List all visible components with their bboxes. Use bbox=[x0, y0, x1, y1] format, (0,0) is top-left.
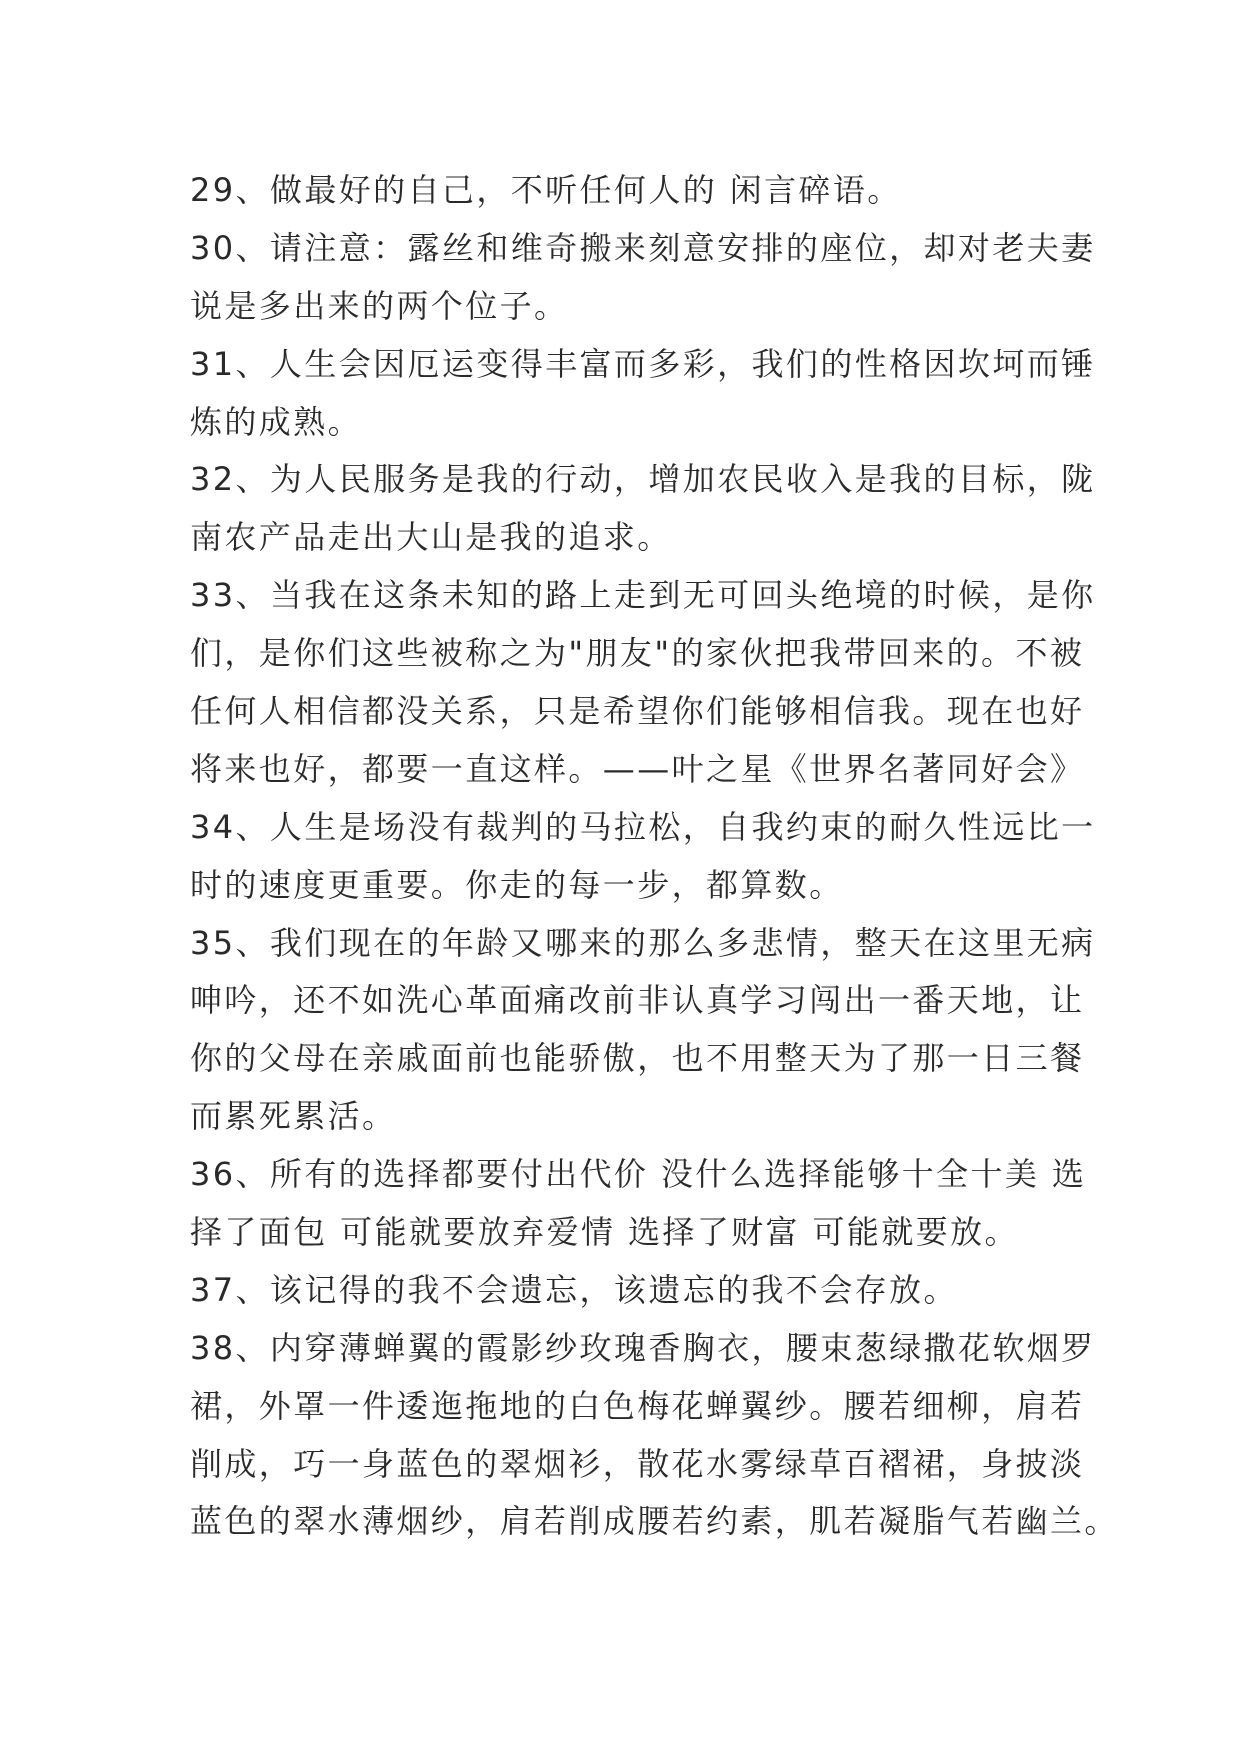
text-line: 说是多出来的两个位子。 bbox=[190, 286, 569, 325]
text-line: 时的速度更重要。你走的每一步，都算数。 bbox=[190, 865, 844, 904]
text-line: 削成，巧一身蓝色的翠烟衫，散花水雾绿草百褶裙，身披淡 bbox=[190, 1444, 1085, 1483]
text-line: 36、所有的选择都要付出代价 没什么选择能够十全十美 选 bbox=[190, 1155, 1087, 1194]
text-line: 33、当我在这条未知的路上走到无可回头绝境的时候，是你 bbox=[190, 576, 1096, 615]
text-line: 37、该记得的我不会遗忘，该遗忘的我不会存放。 bbox=[190, 1270, 958, 1309]
text-line: 31、人生会因厄运变得丰富而多彩，我们的性格因坎坷而锤 bbox=[190, 344, 1096, 383]
text-line: 蓝色的翠水薄烟纱，肩若削成腰若约素，肌若凝脂气若幽兰。 bbox=[190, 1502, 1119, 1541]
text-line: 34、人生是场没有裁判的马拉松，自我约束的耐久性远比一 bbox=[190, 807, 1096, 846]
text-line: 35、我们现在的年龄又哪来的那么多悲情，整天在这里无病 bbox=[190, 923, 1096, 962]
text-line: 呻吟，还不如洗心革面痛改前非认真学习闯出一番天地，让 bbox=[190, 981, 1085, 1020]
text-line: 任何人相信都没关系，只是希望你们能够相信我。现在也好 bbox=[190, 692, 1085, 731]
document-body bbox=[190, 162, 1119, 1551]
text-line: 南农产品走出大山是我的追求。 bbox=[190, 518, 672, 557]
text-line: 将来也好，都要一直这样。——叶之星《世界名著同好会》 bbox=[190, 749, 1085, 788]
text-line: 29、做最好的自己，不听任何人的 闲言碎语。 bbox=[190, 171, 902, 209]
text-line: 裙，外罩一件逶迤拖地的白色梅花蝉翼纱。腰若细柳，肩若 bbox=[190, 1386, 1085, 1425]
text-line: 炼的成熟。 bbox=[190, 402, 363, 441]
text-line: 你的父母在亲戚面前也能骄傲，也不用整天为了那一日三餐 bbox=[190, 1039, 1085, 1078]
text-line: 38、内穿薄蝉翼的霞影纱玫瑰香胸衣，腰束葱绿撒花软烟罗 bbox=[190, 1328, 1096, 1367]
text-line: 而累死累活。 bbox=[190, 1097, 397, 1136]
text-line: 择了面包 可能就要放弃爱情 选择了财富 可能就要放。 bbox=[190, 1213, 1019, 1252]
text-line: 们，是你们这些被称之为"朋友"的家伙把我带回来的。不被 bbox=[190, 634, 1085, 673]
text-line: 32、为人民服务是我的行动，增加农民收入是我的目标，陇 bbox=[190, 460, 1096, 499]
text-line: 30、请注意：露丝和维奇搬来刻意安排的座位，却对老夫妻 bbox=[190, 228, 1096, 267]
